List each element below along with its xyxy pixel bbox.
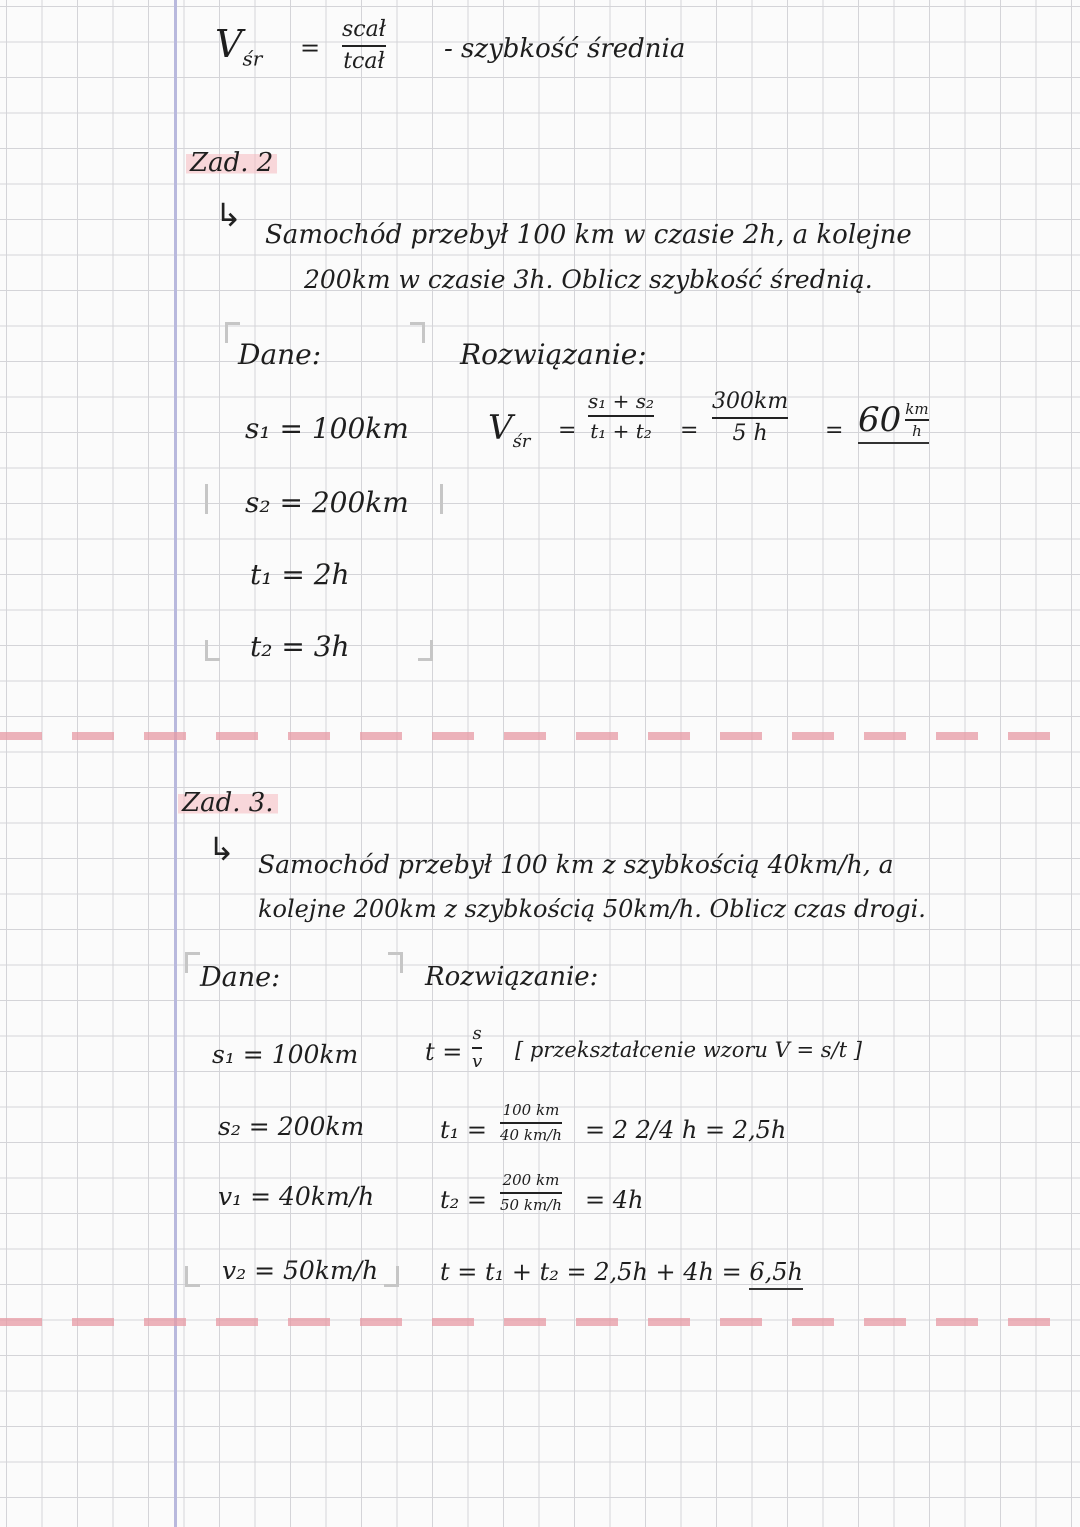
- zad3-dane-label: Dane:: [200, 962, 281, 993]
- fraction-bar: [500, 1192, 562, 1194]
- zad2-sol-eq1: =: [558, 418, 577, 443]
- bracket-corner: [185, 1266, 200, 1287]
- zad2-frac2-num: 300km: [712, 389, 789, 414]
- zad2-sol-lhs: $V_{śr}$: [488, 408, 531, 452]
- bracket-corner: [428, 484, 443, 514]
- bracket-corner: [205, 640, 220, 661]
- zad3-sol-l2-rhs: = 2 2/4 h = 2,5h: [585, 1116, 787, 1144]
- zad2-text-line1: Samochód przebył 100 km w czasie 2h, a kolejne: [265, 220, 912, 250]
- zad3-sol-l4-result: 6,5h: [749, 1258, 803, 1290]
- bracket-corner: [418, 640, 433, 661]
- zad2-text-line2: 200km w czasie 3h. Oblicz szybkość średnią.: [304, 265, 873, 294]
- zad2-sol-eq2: =: [680, 418, 699, 443]
- bracket-corner: [205, 484, 220, 514]
- zad3-dane-v1: v₁ = 40km/h: [218, 1182, 375, 1211]
- fraction-bar: [500, 1122, 562, 1124]
- zad3-l1-den: v: [472, 1050, 483, 1072]
- bracket-corner: [185, 952, 200, 973]
- zad3-sol-l2-fraction: [500, 1102, 562, 1143]
- zad3-rozw-label: Rozwiązanie:: [425, 962, 599, 992]
- zad3-sol-l1-lhs: t =: [425, 1038, 463, 1066]
- zad2-dane-label: Dane:: [238, 338, 322, 371]
- zad2-arrow-icon: ↳: [215, 196, 242, 234]
- zad2-dane-s1: s₁ = 100km: [245, 412, 409, 445]
- formula-denominator: tcał: [343, 49, 385, 75]
- zad2-rozw-label: Rozwiązanie:: [460, 338, 647, 371]
- zad2-sol-eq3: =: [825, 418, 844, 443]
- zad2-dane-t2: t₂ = 3h: [250, 630, 350, 663]
- zad2-title: Zad. 2: [186, 148, 277, 178]
- section-divider-2: [0, 1318, 1080, 1326]
- zad2-dane-s2: s₂ = 200km: [245, 486, 409, 519]
- zad3-l3-den: 50 km/h: [500, 1195, 562, 1214]
- formula-fraction: [342, 18, 386, 74]
- zad2-dane-t1: t₁ = 2h: [250, 558, 350, 591]
- fraction-bar: [588, 415, 654, 417]
- zad3-sol-l3-fraction: [500, 1172, 562, 1213]
- zad3-sol-l4: [440, 1258, 803, 1286]
- bracket-corner: [388, 952, 403, 973]
- zad3-sol-l3-lhs: t₂ =: [440, 1186, 488, 1214]
- section-divider-1: [0, 732, 1080, 740]
- notebook-margin-line: [174, 0, 177, 1527]
- bracket-corner: [410, 322, 425, 343]
- zad2-sol-fraction1: [588, 390, 654, 442]
- formula-description: - szybkość średnia: [444, 34, 686, 64]
- zad3-dane-s1: s₁ = 100km: [212, 1040, 359, 1069]
- zad2-sol-fraction2: [712, 390, 788, 446]
- zad3-sol-l2-lhs: t₁ =: [440, 1116, 488, 1144]
- zad3-text-line2: kolejne 200km z szybkością 50km/h. Oblicz czas drogi.: [258, 895, 926, 923]
- zad3-dane-v2: v₂ = 50km/h: [222, 1256, 379, 1285]
- zad3-dane-s2: s₂ = 200km: [218, 1112, 365, 1141]
- fraction-bar: [712, 417, 788, 419]
- zad3-arrow-icon: ↳: [208, 830, 235, 868]
- zad3-sol-l3-rhs: = 4h: [585, 1186, 644, 1214]
- fraction-bar: [342, 45, 386, 47]
- zad3-text-line1: Samochód przebył 100 km z szybkością 40km/h, a: [258, 850, 894, 879]
- fraction-bar: [472, 1047, 482, 1049]
- zad2-frac2-den: 5 h: [732, 421, 768, 447]
- bracket-corner: [384, 1266, 399, 1287]
- zad2-frac1-num: s₁ + s₂: [588, 389, 655, 413]
- formula-lhs: $V_{śr}$: [215, 22, 263, 71]
- zad3-l3-num: 200 km: [502, 1171, 560, 1189]
- zad3-l2-num: 100 km: [502, 1101, 560, 1119]
- formula-numerator: scał: [342, 17, 386, 42]
- zad3-sol-l4-text: t = t₁ + t₂ = 2,5h + 4h =: [440, 1258, 742, 1286]
- zad2-result: 60 km h: [858, 400, 929, 444]
- zad3-l1-num: s: [472, 1023, 482, 1044]
- zad2-frac1-den: t₁ + t₂: [590, 419, 652, 443]
- zad3-title: Zad. 3.: [178, 788, 278, 818]
- zad3-sol-l1-fraction: [472, 1024, 482, 1072]
- zad3-sol-l1-note: [ przekształcenie wzoru V = s/t ]: [515, 1038, 862, 1062]
- formula-eq: =: [300, 34, 321, 62]
- zad3-l2-den: 40 km/h: [500, 1125, 562, 1144]
